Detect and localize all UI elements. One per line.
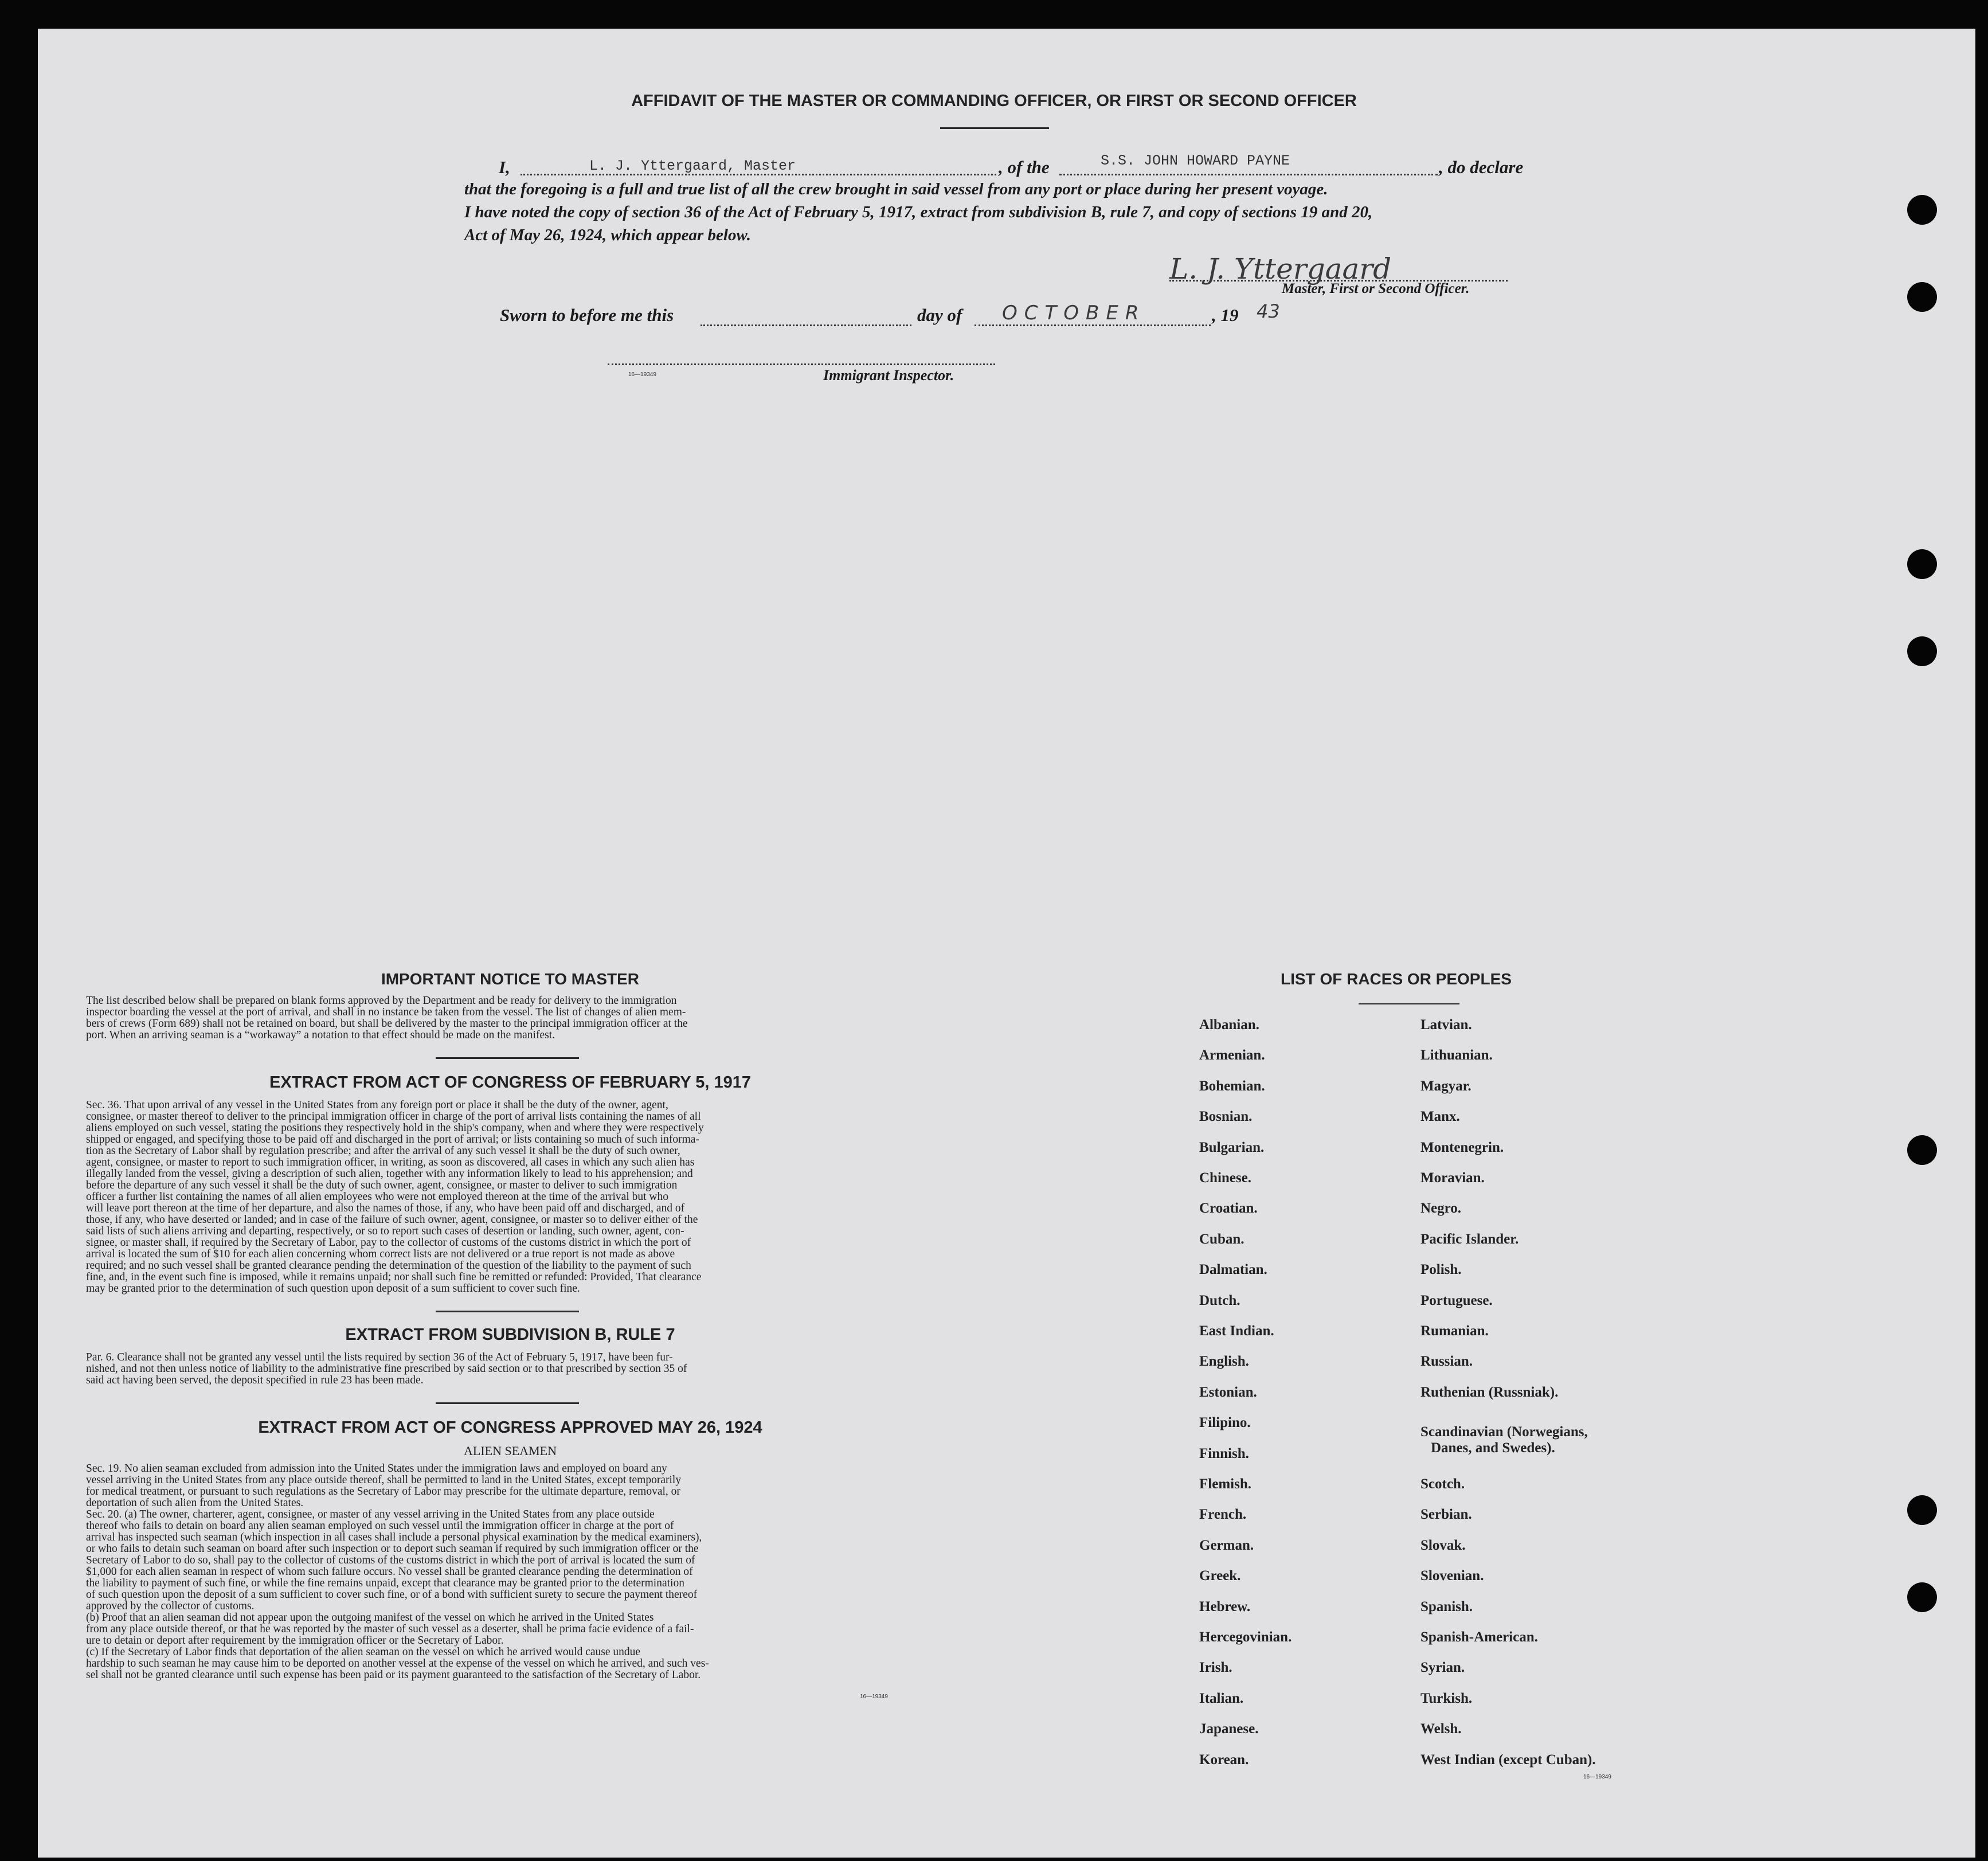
extract-line: $1,000 for each alien seaman in respect of whom such failure occurs. No vessel shall be granted clearance pending the determination of xyxy=(86,1566,693,1578)
extract-line: signee, or master shall, if required by the Secretary of Labor, pay to the collector of customs of the customs district in which the port of xyxy=(86,1237,691,1249)
race-item: Korean. xyxy=(1199,1752,1249,1768)
title-rule xyxy=(940,127,1049,129)
extract-line: required; and no such vessel shall be granted clearance pending the determination of the question of the liability to the payment of such xyxy=(86,1260,691,1272)
extract-line: (b) Proof that an alien seaman did not appear upon the outgoing manifest of the vessel on which he arrived in the United States xyxy=(86,1612,654,1624)
extract-line: those, if any, who have deserted or landed; and in case of the failure of such owner, agent, consignee, or master so to deliver either of the xyxy=(86,1214,698,1226)
extract-line: Sec. 19. No alien seaman excluded from admission into the United States under the immigration laws and employed on board any xyxy=(86,1463,667,1475)
race-item: Serbian. xyxy=(1420,1507,1472,1522)
extract-line: agent, consignee, or master to report to such immigration officer, in writing, as soon as discovered, all cases in which any such alien has xyxy=(86,1156,695,1168)
notice-line: bers of crews (Form 689) shall not be retained on board, but shall be delivered by the master to the principal immigration officer at the xyxy=(86,1018,688,1030)
race-item: Polish. xyxy=(1420,1262,1462,1277)
extract-line: consignee, or master thereof to deliver to the principal immigration officer in charge of the port of arrival lists containing the names of all xyxy=(86,1111,701,1123)
extract-line: tion as the Secretary of Labor shall by regulation prescribe; and after the arrival of any such vessel it shall be the duty of such owner, xyxy=(86,1145,680,1157)
extract-line: (c) If the Secretary of Labor finds that deportation of the alien seaman on the vessel on which he arrived would cause undue xyxy=(86,1646,641,1658)
extract-line: approved by the collector of customs. xyxy=(86,1600,255,1612)
race-item: French. xyxy=(1199,1507,1247,1522)
notice-line: port. When an arriving seaman is a “workaway” a notation to that effect should be made on the manifest. xyxy=(86,1029,555,1041)
race-item: Chinese. xyxy=(1199,1170,1251,1186)
extract-1917-title: EXTRACT FROM ACT OF CONGRESS OF FEBRUARY 5, 1917 xyxy=(269,1073,752,1092)
vessel-name-line xyxy=(1059,174,1438,175)
extract-line: sel shall not be granted clearance until such expense has been paid or its payment guaranteed to the satisfaction of the Secretary of Labor. xyxy=(86,1669,701,1681)
race-item: Latvian. xyxy=(1420,1017,1472,1033)
extract-line: Sec. 36. That upon arrival of any vessel in the United States from any foreign port or place it shall be the duty of the owner, agent, xyxy=(86,1099,668,1111)
race-item: Syrian. xyxy=(1420,1660,1465,1675)
race-item: Moravian. xyxy=(1420,1170,1485,1186)
extract-line: vessel arriving in the United States from any place outside thereof, shall be permitted to land in the United States, except temporarily xyxy=(86,1474,682,1486)
race-item: Manx. xyxy=(1420,1109,1460,1124)
extract-1917-text xyxy=(86,1100,934,1295)
race-item: Ruthenian (Russniak). xyxy=(1420,1385,1559,1400)
extract-line: said lists of such aliens arriving and departing, respectively, or so to report such cases of desertion or landing, such owner, agent, con- xyxy=(86,1225,684,1237)
race-item: German. xyxy=(1199,1538,1254,1553)
race-item: Montenegrin. xyxy=(1420,1140,1504,1155)
race-item: Lithuanian. xyxy=(1420,1047,1493,1063)
punch-hole xyxy=(1907,1582,1937,1612)
race-item: Bohemian. xyxy=(1199,1078,1265,1094)
year-prefix: , 19 xyxy=(1212,305,1239,325)
race-item: Greek. xyxy=(1199,1568,1241,1584)
race-item: Armenian. xyxy=(1199,1047,1265,1063)
race-item: East Indian. xyxy=(1199,1323,1274,1339)
race-item: Finnish. xyxy=(1199,1446,1249,1461)
extract-1924-title: EXTRACT FROM ACT OF CONGRESS APPROVED MAY 26, 1924 xyxy=(258,1418,762,1437)
vessel-name: S.S. JOHN HOWARD PAYNE xyxy=(1101,153,1290,169)
extract-line: aliens employed on such vessel, stating the positions they respectively hold in the ship's company, when and where they were respectively xyxy=(86,1122,704,1134)
inspector-line xyxy=(608,363,995,365)
race-item: Cuban. xyxy=(1199,1231,1245,1247)
affidavit-line-2: that the foregoing is a full and true list of all the crew brought in said vessel from any port or place during her present voyage. xyxy=(464,180,1328,198)
extract-line: for medical treatment, or pursuant to such regulations as the Secretary of Labor may prescribe for the ultimate departure, removal, or xyxy=(86,1485,680,1498)
punch-hole xyxy=(1907,195,1937,225)
of-the-label: , of the xyxy=(999,157,1050,177)
race-item: Filipino. xyxy=(1199,1415,1251,1430)
race-item: Hebrew. xyxy=(1199,1599,1251,1614)
race-item: Russian. xyxy=(1420,1354,1473,1369)
extract-line: illegally landed from the vessel, giving a description of such alien, together with any information likely to lead to his apprehension; and xyxy=(86,1168,693,1180)
do-declare-label: , do declare xyxy=(1439,157,1524,177)
extract-rule7-text xyxy=(86,1352,934,1386)
month-line xyxy=(975,324,1211,326)
affidavit-line-4: Act of May 26, 1924, which appear below. xyxy=(464,226,751,244)
sworn-day-line xyxy=(701,324,911,326)
race-item: Scotch. xyxy=(1420,1476,1465,1492)
race-item: Spanish. xyxy=(1420,1599,1473,1614)
race-item: Bulgarian. xyxy=(1199,1140,1265,1155)
races-title-rule xyxy=(1359,1003,1459,1004)
race-item: Pacific Islander. xyxy=(1420,1231,1519,1247)
race-item: Hercegovinian. xyxy=(1199,1629,1292,1645)
race-item: Portuguese. xyxy=(1420,1293,1493,1308)
race-item-continuation: Danes, and Swedes). xyxy=(1431,1440,1555,1456)
extract-line: said act having been served, the deposit specified in rule 23 has been made. xyxy=(86,1374,424,1386)
punch-hole xyxy=(1907,282,1937,312)
inspector-caption: Immigrant Inspector. xyxy=(823,367,954,384)
race-item: Welsh. xyxy=(1420,1721,1462,1737)
race-item: West Indian (except Cuban). xyxy=(1420,1752,1596,1768)
race-item: Rumanian. xyxy=(1420,1323,1489,1339)
race-item: Italian. xyxy=(1199,1691,1244,1706)
extract-line: from any place outside thereof, or that he was reported by the master of such vessel as a deserter, shall be prima facie evidence of a fail- xyxy=(86,1623,694,1635)
race-item: Flemish. xyxy=(1199,1476,1251,1492)
extract-line: the liability to payment of such fine, or while the fine remains unpaid, except that clearance may be granted prior to the determination xyxy=(86,1577,684,1589)
affidavit-title: AFFIDAVIT OF THE MASTER OR COMMANDING OFFICER, OR FIRST OR SECOND OFFICER xyxy=(631,92,1357,110)
extract-rule7-title: EXTRACT FROM SUBDIVISION B, RULE 7 xyxy=(345,1326,675,1344)
race-item: Negro. xyxy=(1420,1201,1462,1216)
extract-line: deportation of such alien from the United States. xyxy=(86,1497,304,1509)
sworn-month: OCTOBER xyxy=(1002,302,1146,324)
notice-title: IMPORTANT NOTICE TO MASTER xyxy=(381,970,640,988)
race-item: Irish. xyxy=(1199,1660,1232,1675)
races-form-number: 16—19349 xyxy=(1583,1774,1611,1780)
extract-line: fine, and, in the event such fine is imposed, while it remains unpaid; nor shall such fine be remitted or refunded: Provided, That clearance xyxy=(86,1271,702,1283)
race-item: Estonian. xyxy=(1199,1385,1257,1400)
extract-line: or who fails to detain such seaman on board after such inspection or to deport such seaman if required by such immigration officer or the xyxy=(86,1543,699,1555)
extract-line: of such question upon the deposit of a sum sufficient to cover such fine, or of a bond with sufficient surety to secure the payment thereof xyxy=(86,1589,698,1601)
races-title: LIST OF RACES OR PEOPLES xyxy=(1281,970,1512,988)
notice-line: inspector boarding the vessel at the port of arrival, and shall in no instance be taken from the vessel. The list of changes of alien mem- xyxy=(86,1006,686,1018)
race-item: Magyar. xyxy=(1420,1078,1472,1094)
punch-hole xyxy=(1907,636,1937,666)
notice-text xyxy=(86,995,934,1041)
extract-line: ure to detain or deport after requirement by the immigration officer or the Secretary of Labor. xyxy=(86,1635,504,1647)
extract-line: shipped or engaged, and specifying those to be paid off and discharged in the port of arrival; or lists containing so much of such informa- xyxy=(86,1133,699,1145)
race-item: Bosnian. xyxy=(1199,1109,1253,1124)
race-item: Slovenian. xyxy=(1420,1568,1484,1584)
race-item: Albanian. xyxy=(1199,1017,1259,1033)
section-rule xyxy=(436,1402,579,1404)
extract-line: officer a further list containing the names of all alien employees who were not employed thereon at the time of the arrival but who xyxy=(86,1191,669,1203)
affidavit-line-3: I have noted the copy of section 36 of the Act of February 5, 1917, extract from subdivision B, rule 7, and copy of sections 19 and 20, xyxy=(464,203,1373,221)
punch-hole xyxy=(1907,549,1937,579)
section-rule xyxy=(436,1311,579,1312)
master-name: L. J. Yttergaard, Master xyxy=(589,158,796,174)
section-rule xyxy=(436,1057,579,1059)
extract-line: nished, and not then unless notice of liability to the administrative fine prescribed by said section or to that prescribed by section 35 of xyxy=(86,1363,687,1375)
race-item: Scandinavian (Norwegians, xyxy=(1420,1424,1588,1440)
race-item: Croatian. xyxy=(1199,1201,1258,1216)
extract-line: hardship to such seaman he may cause him to be deported on another vessel at the expense of the vessel on which he arrived, and such ves- xyxy=(86,1657,709,1670)
notice-line: The list described below shall be prepared on blank forms approved by the Department and be ready for delivery to the immigration xyxy=(86,995,677,1007)
race-item: English. xyxy=(1199,1354,1249,1369)
extract-line: thereof who fails to detain on board any alien seaman employed on such vessel until the immigration officer in charge at the port of xyxy=(86,1520,674,1532)
day-of-label: day of xyxy=(917,305,962,325)
race-item: Dalmatian. xyxy=(1199,1262,1267,1277)
race-item: Spanish-American. xyxy=(1420,1629,1538,1645)
race-item: Japanese. xyxy=(1199,1721,1259,1737)
race-item: Dutch. xyxy=(1199,1293,1240,1308)
punch-hole xyxy=(1907,1135,1937,1165)
master-signature: L. J. Yttergaard xyxy=(1169,252,1392,286)
year-suffix: 43 xyxy=(1257,300,1280,322)
extract-1924-text xyxy=(86,1463,934,1681)
extract-line: may be granted prior to the determination of such question upon deposit of a sum sufficient to cover such fine. xyxy=(86,1283,580,1295)
extract-line: arrival is located the sum of $10 for each alien concerning whom correct lists are not delivered or a true report is not made as above xyxy=(86,1248,675,1260)
race-item: Turkish. xyxy=(1420,1691,1473,1706)
sworn-label: Sworn to before me this xyxy=(500,305,674,325)
extract-line: will leave port thereon at the time of her departure, and also the names of those, if any, who have been paid off and discharged, and of xyxy=(86,1202,685,1214)
race-item: Slovak. xyxy=(1420,1538,1466,1553)
extract-form-number: 16—19349 xyxy=(860,1694,888,1700)
affidavit-form-number: 16—19349 xyxy=(628,372,656,378)
signature-caption: Master, First or Second Officer. xyxy=(1282,281,1470,296)
extract-1924-subtitle: ALIEN SEAMEN xyxy=(464,1444,557,1458)
extract-line: Sec. 20. (a) The owner, charterer, agent, consignee, or master of any vessel arriving in the United States from any place outside xyxy=(86,1508,655,1520)
extract-line: before the departure of any such vessel it shall be the duty of such owner, agent, consignee, or master to deliver to such immigration xyxy=(86,1179,678,1191)
extract-line: Secretary of Labor to do so, shall pay to the collector of customs of the customs district in which the port of arrival is located the sum of xyxy=(86,1554,695,1566)
extract-line: Par. 6. Clearance shall not be granted any vessel until the lists required by section 36 of the Act of February 5, 1917, have been fur- xyxy=(86,1351,673,1363)
extract-line: arrival has inspected such seaman (which inspection in all cases shall include a personal physical examination by the medical examiners), xyxy=(86,1531,702,1543)
affidavit-i-label: I, xyxy=(499,157,510,177)
punch-hole xyxy=(1907,1495,1937,1525)
